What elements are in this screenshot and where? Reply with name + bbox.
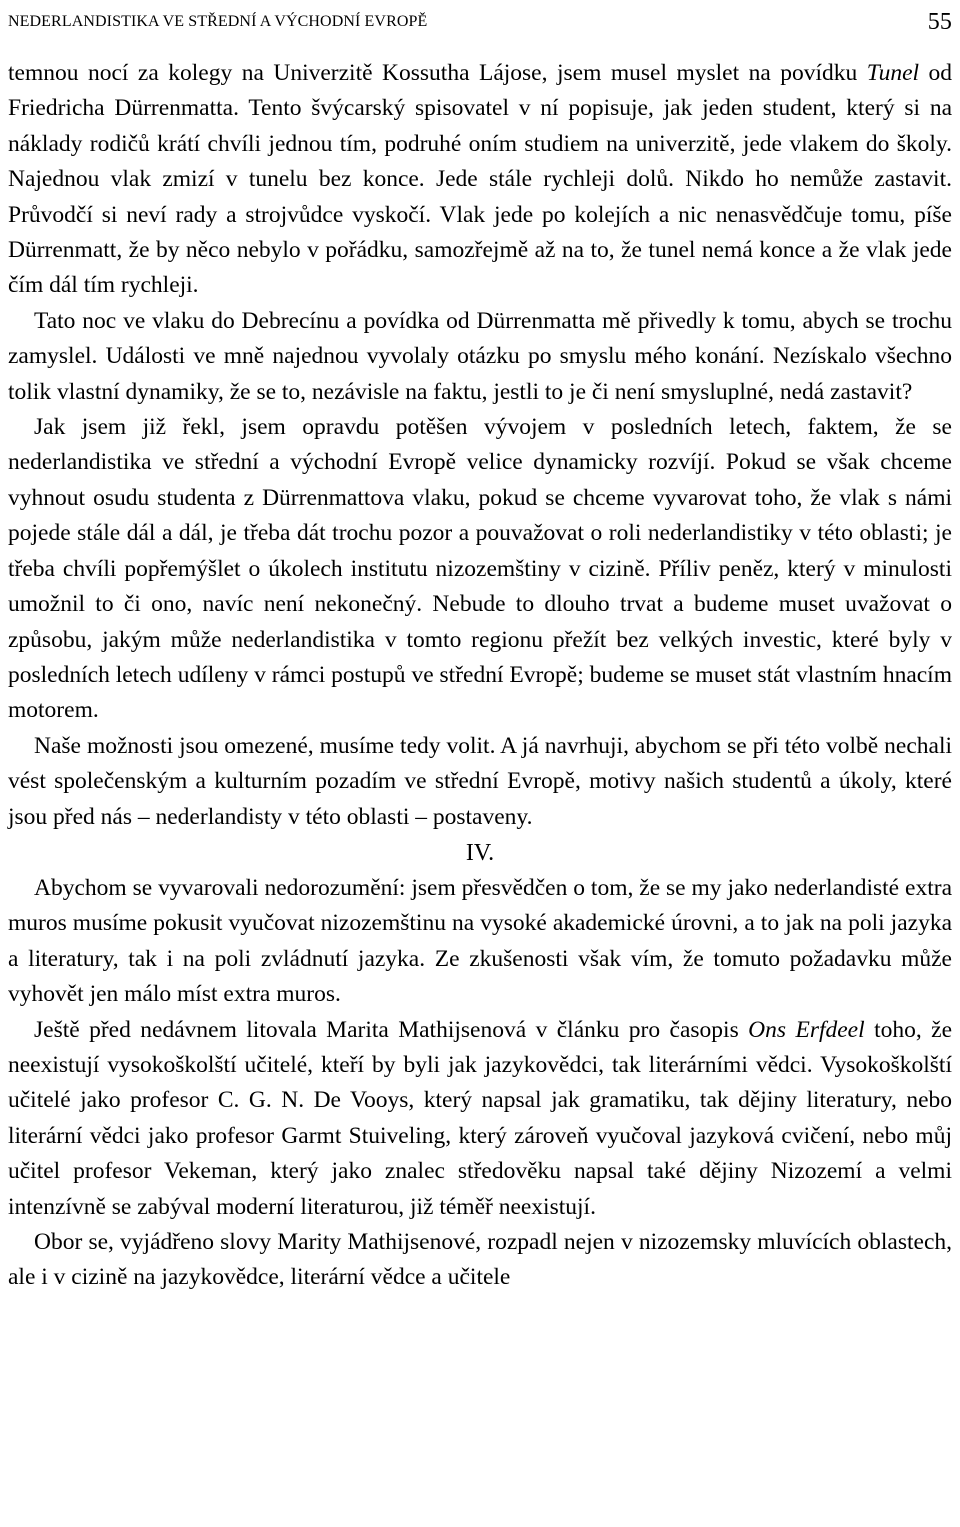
paragraph-tunel [8, 56, 952, 304]
running-title: NEDERLANDISTIKA VE STŘEDNÍ A VÝCHODNÍ EVROPĚ [8, 13, 428, 30]
paragraph-mathijsen [8, 1013, 952, 1225]
paragraph-text: Ještě před nedávnem litovala Marita Mathijsenová v článku pro časopis [34, 1016, 749, 1043]
page-body [8, 56, 952, 1296]
paragraph-debrecin: Tato noc ve vlaku do Debrecínu a povídka od Dürrenmatta mě přivedly k tomu, abych se trochu zamyslel. Události ve mně najednou vyvolaly otázku po smyslu mého konání. Nezískalo všechno tolik vlastní dynamiky, že se to, nezávisle na faktu, jestli to je či není smysluplné, nedá zastavit? [8, 307, 952, 405]
paragraph-development: Jak jsem již řekl, jsem opravdu potěšen vývojem v posledních letech, faktem, že se nederlandistika ve střední a východní Evropě velice dynamicky rozvíjí. Pokud se však chceme vyhnout osudu studenta z Dürrenmattova vlaku, pokud se chceme vyvarovat toho, že vlak s námi pojede stále dál a dál, je třeba dát trochu pozor a pouvažovat o roli nederlandistiky v této oblasti; je třeba chvíli popřemýšlet o úkolech institutu nizozemštiny v cizině. Příliv peněz, který v minulosti umožnil to či ono, navíc není nekonečný. Nebude to dlouho trvat a budeme muset uvažovat o způsobu, jakým může nederlandistika v tomto regionu přežít bez velkých investic, které byly v posledních letech udíleny v rámci postupů ve střední Evropě; budeme se muset stát vlastním hnacím motorem. [8, 414, 952, 724]
paragraph-field-split: Obor se, vyjádřeno slovy Marity Mathijsenové, rozpadl nejen v nizozemsky mluvících oblastech, ale i v cizině na jazykovědce, literární vědce a učitele [8, 1229, 952, 1291]
paragraph-options: Naše možnosti jsou omezené, musíme tedy volit. A já navrhuji, abychom se při této volbě nechali vést společenským a kulturním pozadím ve střední Evropě, motivy našich studentů a úkoly, které jsou před nás – nederlandisty v této oblasti – postaveny. [8, 732, 952, 830]
paragraph-text: temnou nocí za kolegy na Univerzitě Kossutha Lájose, jsem musel myslet na povídku [8, 60, 867, 86]
section-heading: IV. [465, 839, 495, 866]
running-header [8, 8, 952, 36]
paragraph-text: od Friedricha Dürrenmatta. Tento švýcarský spisovatel v ní popisuje, jak jeden student, který si na náklady rodičů krátí chvíli jednou tím, podruhé oním studiem na univerzitě, jede vlakem do školy. Najednou vlak zmizí v tunelu bez konce. Jede stále rychleji dolů. Nikdo ho nemůže zastavit. Průvodčí si neví rady a strojvůdce vyskočí. Vlak jede po kolejích a nic nenasvědčuje tomu, píše Dürrenmatt, že by něco nebylo v pořádku, samozřejmě až na to, že tunel nemá konce a že vlak jede čím dál tím rychleji. [8, 60, 953, 299]
paragraph-text: toho, že neexistují vysokoškolští učitelé, kteří by byli jak jazykovědci, tak literárními vědci. Vysokoškolští učitelé jako profesor C. G. N. De Vooys, který napsal jak gramatiku, tak dějiny literatury, nebo literární vědci jako profesor Garmt Stuiveling, který zároveň vyučoval jazyková cvičení, nebo můj učitel profesor Vekeman, který jako znalec středověku napsal také dějiny Nizozemí a velmi intenzívně se zabýval moderní literaturou, již téměř neexistují. [8, 1016, 952, 1220]
book-title-tunel: Tunel [866, 60, 920, 86]
journal-title-ons-erfdeel: Ons Erfdeel [748, 1016, 865, 1043]
page-number: 55 [927, 8, 952, 35]
paragraph-misunderstanding: Abychom se vyvarovali nedorozumění: jsem přesvědčen o tom, že se my jako nederlandisté extra muros musíme pokusit vyučovat nizozemštinu na vysoké akademické úrovni, a to jak na poli jazyka a literatury, tak i na poli zvládnutí jazyka. Ze zkušenosti však vím, že tomuto požadavku může vyhovět jen málo míst extra muros. [8, 874, 952, 1008]
